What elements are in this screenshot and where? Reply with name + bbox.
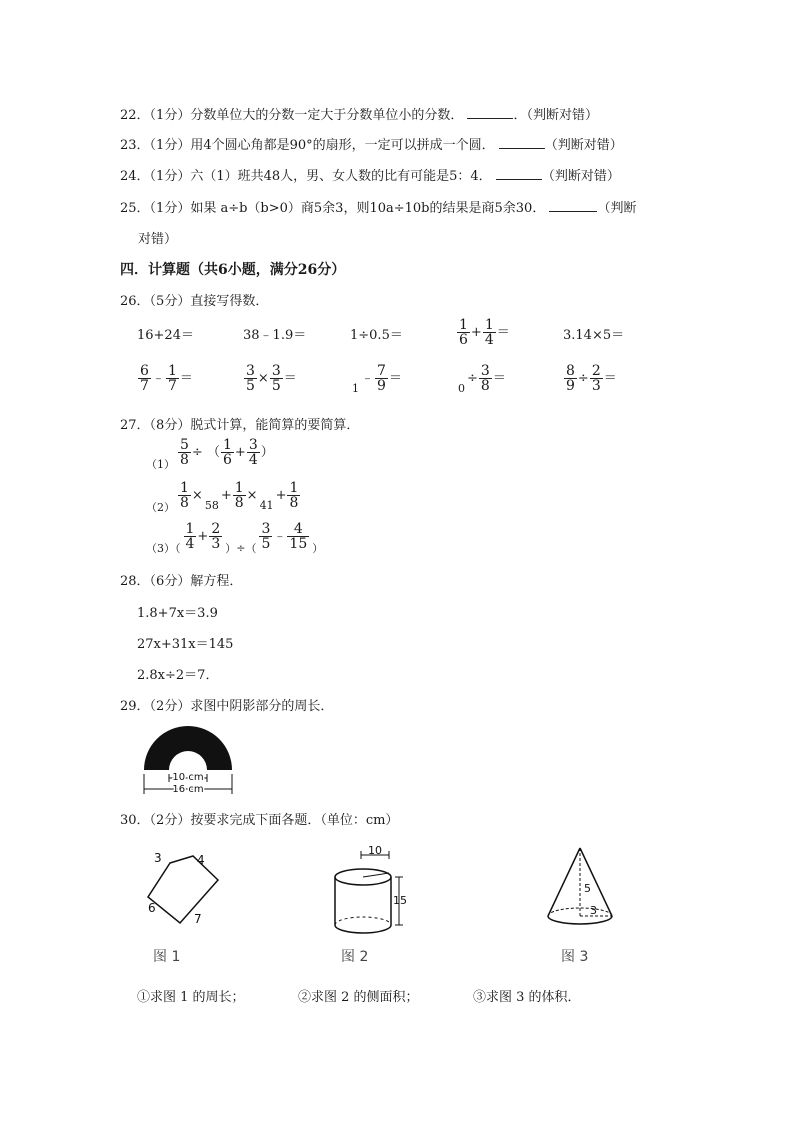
fraction: $\frac{1}{4}$ <box>484 317 494 348</box>
q26-item: 16+24＝ <box>137 328 194 343</box>
question-22: 22．（1分）分数单位大的分数一定大于分数单位小的分数． ．（判断对错） <box>120 108 598 123</box>
fraction: $\frac{3}{4}$ <box>248 437 258 468</box>
fraction: $\frac{6}{7}$ <box>140 363 149 394</box>
q26-item: $_1$﹣ $\frac{7}{9}$ ＝ <box>352 363 402 395</box>
q27-expr-1: $_{(1)}$ $\frac{5}{8}$ ÷ （ $\frac{1}{6}$ + $\frac{3}{4}$ ） <box>146 437 274 471</box>
task-3: ③求图 3 的体积． <box>473 990 581 1005</box>
question-29: 29．（2分）求图中阴影部分的周长． <box>120 699 334 714</box>
quadrilateral-shape <box>148 856 218 923</box>
q26-item: $\frac{3}{5}$ × $\frac{3}{5}$ ＝ <box>246 363 297 394</box>
q26-item: $\frac{1}{6}$ + $\frac{1}{4}$ ＝ <box>459 317 510 348</box>
question-24: 24．（1分）六（1）班共48人，男、女人数的比有可能是5：4． （判断对错） <box>120 169 620 184</box>
question-23: 23．（1分）用4个圆心角都是90°的扇形，一定可以拼成一个圆． （判断对错） <box>120 138 623 153</box>
fraction: $\frac{1}{8}$ <box>180 480 189 511</box>
section-title: 四．计算题（共6小题，满分26分） <box>120 262 346 278</box>
task-1: ①求图 1 的周长； <box>137 990 245 1005</box>
fraction: $\frac{1}{8}$ <box>289 480 299 511</box>
shaded-ring <box>144 726 232 770</box>
fraction: $\frac{3}{8}$ <box>480 363 490 394</box>
question-26: 26．（5分）直接写得数． <box>120 294 269 309</box>
side-label: 6 <box>148 901 156 915</box>
equation-1: 1.8+7x＝3.9 <box>137 606 218 621</box>
fraction: $\frac{4}{15}$ <box>289 521 308 552</box>
fraction: $\frac{1}{8}$ <box>234 480 244 511</box>
q27-expr-3: $_{(3)(}$ $\frac{1}{4}$ + $\frac{2}{3}$ $_{)\div(}$ $\frac{3}{5}$ ﹣ $\frac{4}{15}$ $_)$ <box>146 521 324 555</box>
height-label: 15 <box>393 894 407 907</box>
question-28: 28．（6分）解方程． <box>120 574 243 589</box>
fraction: $\frac{1}{7}$ <box>167 363 177 394</box>
answer-blank[interactable] <box>496 167 542 180</box>
answer-blank[interactable] <box>549 199 597 212</box>
quadrilateral-figure <box>140 845 230 930</box>
question-25: 25．（1分）如果 a÷b（b>0）商5余3，则10a÷10b的结果是商5余30． （判断 <box>120 201 637 216</box>
cylinder-figure <box>325 845 415 937</box>
fraction: $\frac{3}{5}$ <box>261 521 271 552</box>
diameter-label: 10 <box>368 845 382 857</box>
figure-1-caption: 图 1 <box>153 949 181 965</box>
answer-blank[interactable] <box>467 106 513 119</box>
equation-2: 27x+31x＝145 <box>137 637 234 652</box>
fraction: $\frac{5}{8}$ <box>180 437 189 468</box>
fraction: $\frac{2}{3}$ <box>591 363 601 394</box>
side-label: 3 <box>154 851 162 865</box>
equation-3: 2.8x÷2＝7． <box>137 668 219 683</box>
q26-item: $_0$÷ $\frac{3}{8}$ ＝ <box>458 363 506 395</box>
answer-blank[interactable] <box>499 136 545 149</box>
q26-item: $\frac{6}{7}$ ﹣ $\frac{1}{7}$ ＝ <box>140 363 193 394</box>
height-label: 5 <box>584 882 591 895</box>
fraction: $\frac{3}{5}$ <box>271 363 281 394</box>
cone-figure <box>540 840 620 940</box>
side-label: 4 <box>197 853 205 867</box>
inner-diameter-label: 10 cm <box>172 772 204 783</box>
fraction: $\frac{1}{4}$ <box>185 521 195 552</box>
radius-label: 3 <box>590 904 597 917</box>
task-2: ②求图 2 的侧面积； <box>298 990 419 1005</box>
q26-item: 1÷0.5＝ <box>350 328 403 343</box>
side-label: 7 <box>194 912 202 926</box>
outer-diameter-label: 16 cm <box>172 784 204 795</box>
semicircle-ring-figure <box>138 722 238 798</box>
fraction: $\frac{1}{6}$ <box>222 437 232 468</box>
figure-2-caption: 图 2 <box>341 949 369 965</box>
q26-item: 3.14×5＝ <box>563 328 625 343</box>
fraction: $\frac{3}{5}$ <box>246 363 255 394</box>
question-27: 27．（8分）脱式计算，能简算的要简算． <box>120 418 360 433</box>
q26-item: 38﹣1.9＝ <box>243 328 307 343</box>
question-25-cont: 对错） <box>138 232 178 247</box>
question-30: 30．（2分）按要求完成下面各题．（单位：cm） <box>120 813 399 828</box>
fraction: $\frac{7}{9}$ <box>377 363 386 394</box>
figure-3-caption: 图 3 <box>561 949 589 965</box>
q27-expr-2: $_{(2)}$ $\frac{1}{8}$ $\times_{58}+$ $\frac{1}{8}$ $\times_{41}+$ $\frac{1}{8}$ <box>146 480 299 514</box>
fraction: $\frac{2}{3}$ <box>211 521 221 552</box>
fraction: $\frac{8}{9}$ <box>566 363 575 394</box>
q26-item: $\frac{8}{9}$ ÷ $\frac{2}{3}$ ＝ <box>566 363 617 394</box>
fraction: $\frac{1}{6}$ <box>459 317 468 348</box>
